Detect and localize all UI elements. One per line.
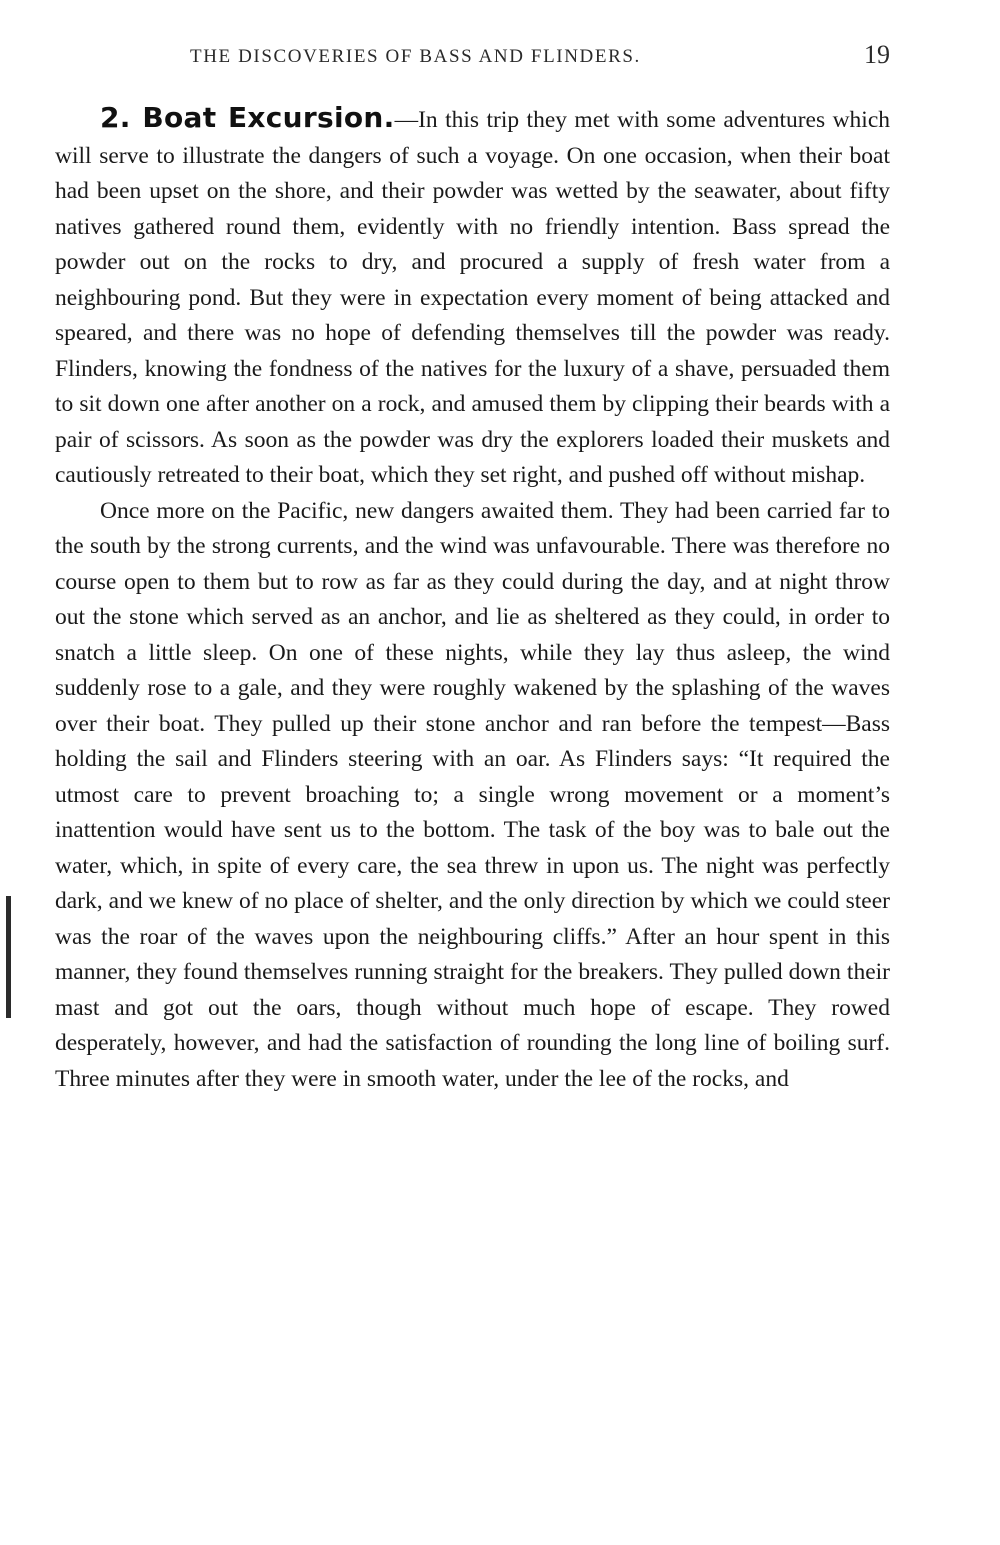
running-head <box>55 40 890 74</box>
margin-mark <box>6 896 11 1018</box>
page-number: 19 <box>864 40 890 69</box>
body-text <box>55 100 890 1097</box>
paragraph-2: Once more on the Pacific, new dangers awaited them. They had been carried far to the south by the strong currents, and the wind was unfavourable. There was therefore no course open to them but to row as far as they could during the day, and at night throw out the stone which served as an anchor, and lie as sheltered as they could, in order to snatch a little sleep. On one of these nights, while they lay thus asleep, the wind suddenly rose to a gale, and they were roughly wakened by the splashing of the waves over their boat. They pulled up their stone anchor and ran before the tempest—Bass holding the sail and Flinders steering with an oar. As Flinders says: “It required the utmost care to prevent broaching to; a single wrong movement or a moment’s inattention would have sent us to the bottom. The task of the boy was to bale out the water, which, in spite of every care, the sea threw in upon us. The night was perfectly dark, and we knew of no place of shelter, and the only direction by which we could steer was the roar of the waves upon the neighbouring cliffs.” After an hour spent in this manner, they found themselves running straight for the breakers. They pulled down their mast and got out the oars, though without much hope of escape. They rowed desperately, however, and had the satisfaction of rounding the long line of boiling surf. Three minutes after they were in smooth water, under the lee of the rocks, and <box>55 497 890 1092</box>
paragraph-1-text: —In this trip they met with some adventures which will serve to illustrate the dangers of such a voyage. On one occasion, when their boat had been upset on the shore, and their powder was wetted by the seawater, about fifty natives gathered round them, evidently with no friendly intention. Bass spread the powder out on the rocks to dry, and procured a supply of fresh water from a neighbouring pond. But they were in expectation every moment of being attacked and speared, and there was no hope of defending themselves till the powder was ready. Flinders, knowing the fondness of the natives for the luxury of a shave, persuaded them to sit down one after another on a rock, and amused them by clipping their beards with a pair of scissors. As soon as the powder was dry the explorers loaded their muskets and cautiously retreated to their boat, which they set right, and pushed off without mishap. <box>55 107 890 488</box>
section-heading: 2. Boat Excursion. <box>100 101 395 134</box>
paragraph-1 <box>55 100 890 494</box>
running-title: THE DISCOVERIES OF BASS AND FLINDERS. <box>190 46 641 67</box>
